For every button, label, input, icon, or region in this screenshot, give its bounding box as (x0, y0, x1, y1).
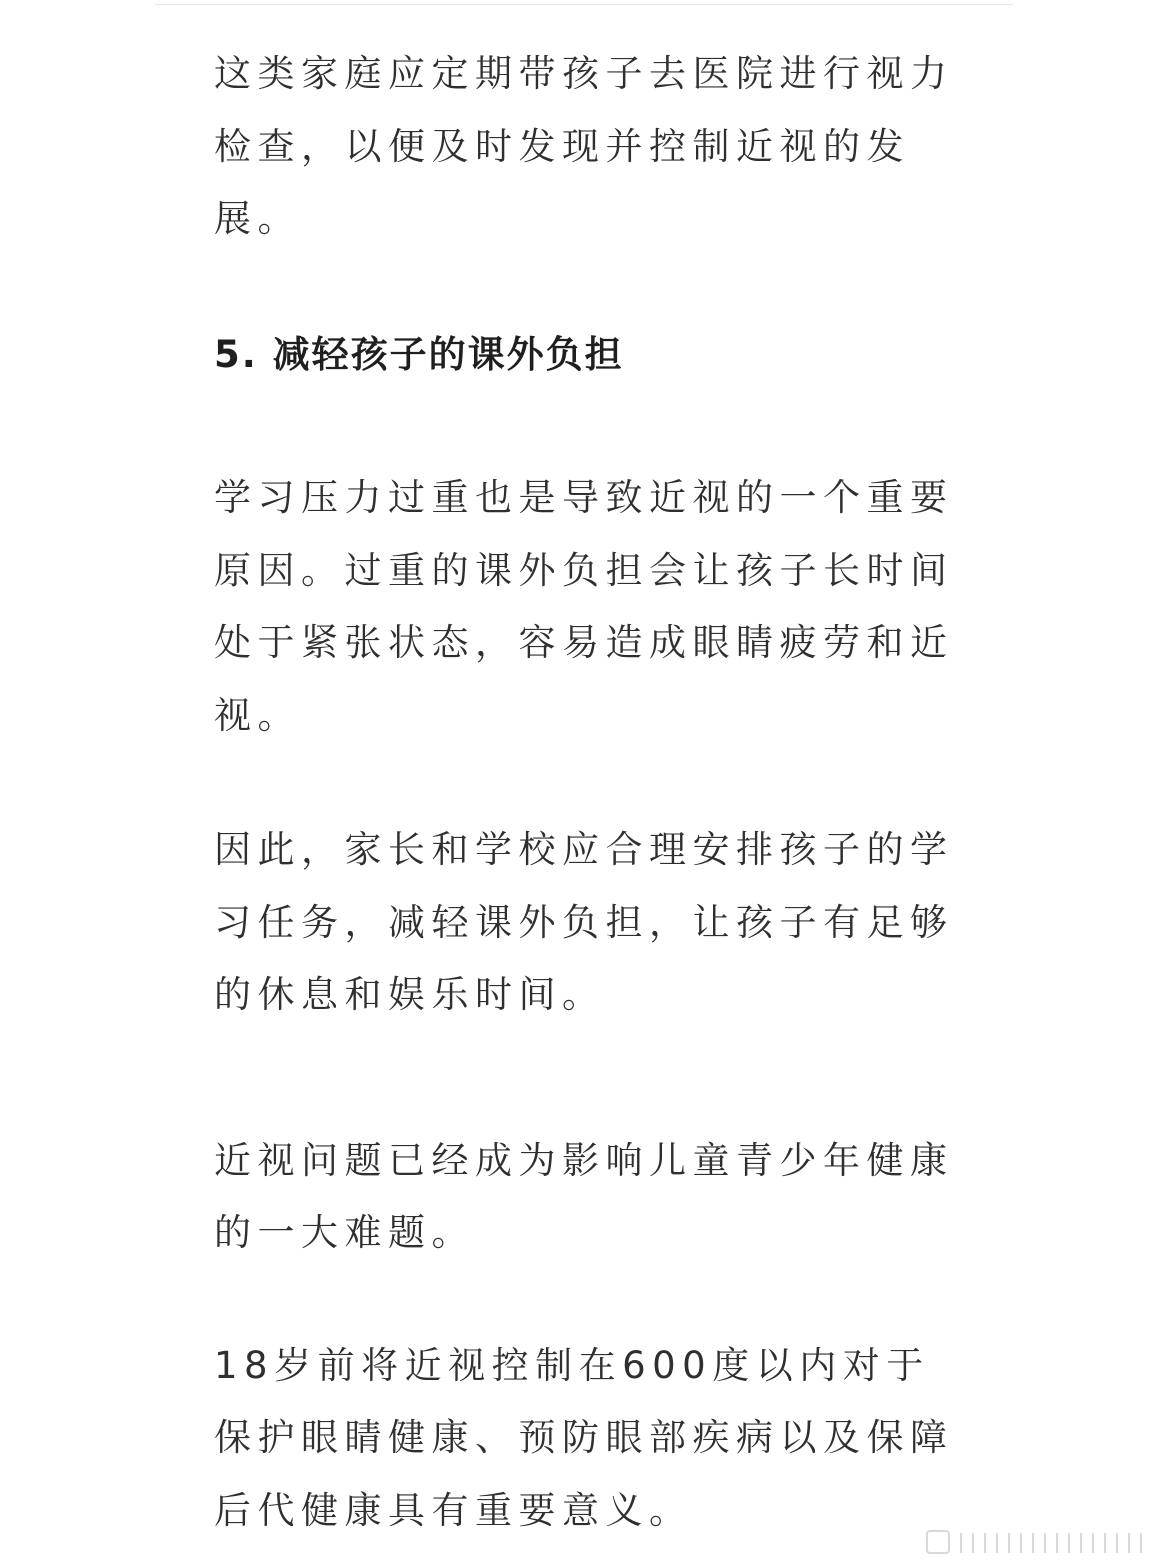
paragraph-study-pressure: 学习压力过重也是导致近视的一个重要原因。过重的课外负担会让孩子长时间处于紧张状态，容易造成眼睛疲劳和近视。 (214, 476, 954, 737)
watermark-logo (921, 1525, 1161, 1559)
section-heading: 5. 减轻孩子的课外负担 (214, 332, 624, 376)
paragraph-eye-check: 这类家庭应定期带孩子去医院进行视力检查，以便及时发现并控制近视的发展。 (214, 52, 954, 240)
article-body (214, 38, 959, 1547)
top-divider (155, 4, 1013, 5)
paragraph-control-before-18: 18岁前将近视控制在600度以内对于保护眼睛健康、预防眼部疾病以及保障后代健康具有重要意义。 (214, 1343, 954, 1532)
paragraph-myopia-problem: 近视问题已经成为影响儿童青少年健康的一大难题。 (214, 1138, 954, 1254)
paragraph-reduce-burden: 因此，家长和学校应合理安排孩子的学习任务，减轻课外负担，让孩子有足够的休息和娱乐时间。 (214, 828, 954, 1016)
